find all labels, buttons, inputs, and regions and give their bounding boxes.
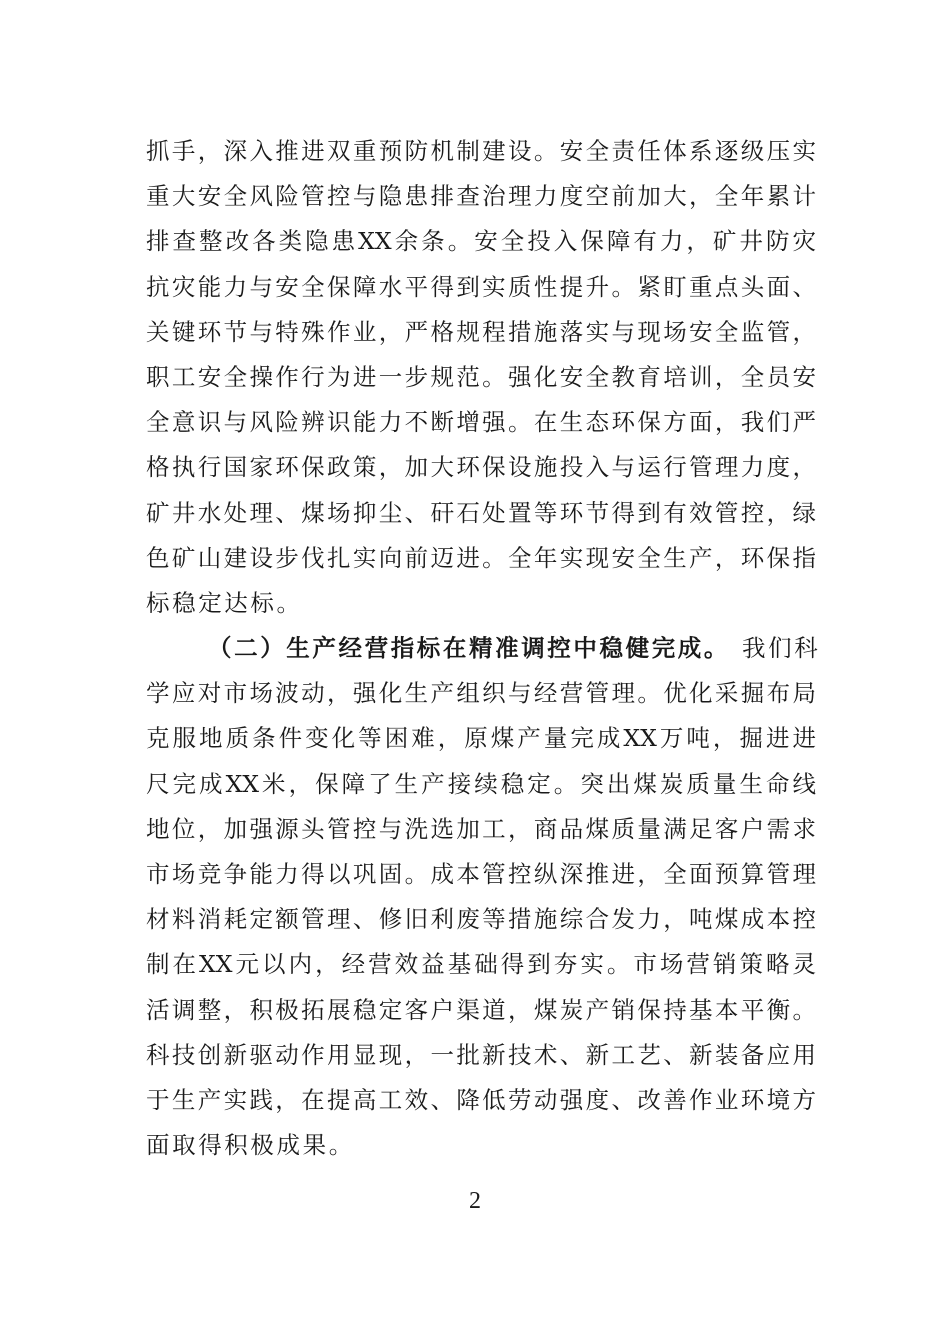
text-line: 地位，加强源头管控与洗选加工，商品煤质量满足客户需求: [146, 814, 816, 843]
text-line: 职工安全操作行为进一步规范。强化安全教育培训，全员安: [146, 362, 816, 391]
text-line: 材料消耗定额管理、修旧利废等措施综合发力，吨煤成本控: [146, 905, 816, 934]
text-line: 色矿山建设步伐扎实向前迈进。全年实现安全生产，环保指: [146, 543, 816, 572]
document-body: [146, 129, 821, 1168]
text-line: 面取得积极成果。: [146, 1131, 355, 1160]
text-line: 制在XX元以内，经营效益基础得到夯实。市场营销策略灵: [146, 950, 816, 979]
section-heading-line: [146, 626, 821, 671]
section-heading-trailing-text: 我们科: [742, 634, 821, 663]
text-line: 格执行国家环保政策，加大环保设施投入与运行管理力度，: [146, 453, 816, 482]
text-line: 排查整改各类隐患XX余条。安全投入保障有力，矿井防灾: [146, 227, 816, 256]
text-line: 于生产实践，在提高工效、降低劳动强度、改善作业环境方: [146, 1085, 816, 1114]
page-number: 2: [469, 1188, 481, 1214]
text-line: 科技创新驱动作用显现，一批新技术、新工艺、新装备应用: [146, 1040, 816, 1069]
text-line: 抓手，深入推进双重预防机制建设。安全责任体系逐级压实: [146, 137, 816, 165]
text-line: 克服地质条件变化等困难，原煤产量完成XX万吨，掘进进: [146, 724, 816, 753]
text-line: 尺完成XX米，保障了生产接续稳定。突出煤炭质量生命线: [146, 769, 816, 798]
text-line: 抗灾能力与安全保障水平得到实质性提升。紧盯重点头面、: [146, 272, 816, 301]
text-line: 标稳定达标。: [146, 588, 303, 617]
text-line: 关键环节与特殊作业，严格规程措施落实与现场安全监管，: [146, 317, 816, 346]
text-line: 学应对市场波动，强化生产组织与经营管理。优化采掘布局: [146, 679, 816, 708]
text-line: 市场竞争能力得以巩固。成本管控纵深推进，全面预算管理: [146, 860, 816, 888]
section-heading: （二）生产经营指标在精准调控中稳健完成。: [208, 634, 730, 663]
text-line: 重大安全风险管控与隐患排查治理力度空前加大，全年累计: [146, 182, 816, 211]
text-line: 全意识与风险辨识能力不断增强。在生态环保方面，我们严: [146, 408, 816, 437]
text-line: 矿井水处理、煤场抑尘、矸石处置等环节得到有效管控，绿: [146, 498, 816, 527]
text-line: 活调整，积极拓展稳定客户渠道，煤炭产销保持基本平衡。: [146, 995, 816, 1024]
